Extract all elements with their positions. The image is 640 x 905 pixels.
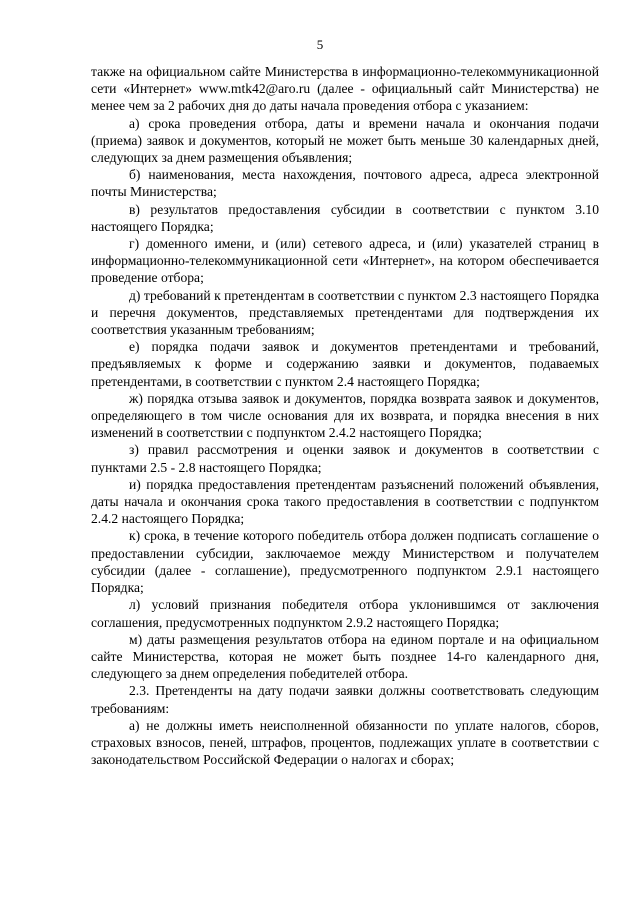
paragraph-item-d: д) требований к претендентам в соответствии с пунктом 2.3 настоящего Порядка и перечня документов, представляемых претендентами для подтверждения их соответствия указанным требованиям; [91,287,599,338]
paragraph-section-2-3: 2.3. Претенденты на дату подачи заявки должны соответствовать следующим требованиям: [91,683,599,716]
paragraph-item-zh: ж) порядка отзыва заявок и документов, порядка возврата заявок и документов, определяющего в том числе основания для их возврата, и порядка внесения в них изменений в соответствии с подпунктом 2.4.2 настоящего Порядка; [91,390,599,441]
paragraph-item-m: м) даты размещения результатов отбора на едином портале и на официальном сайте Министерства, которая не может быть позднее 14-го календарного дня, следующего за днем определения победителей отбора. [91,631,599,682]
paragraph-item-k: к) срока, в течение которого победитель отбора должен подписать соглашение о предоставлении субсидии, заключаемое между Министерством и получателем субсидии (далее - соглашение), предусмотренного подпунктом 2.9.1 настоящего Порядка; [91,528,599,596]
paragraph-item-l: л) условий признания победителя отбора уклонившимся от заключения соглашения, предусмотренных подпунктом 2.9.2 настоящего Порядка; [91,597,599,630]
paragraph-item-v: в) результатов предоставления субсидии в соответствии с пунктом 3.10 настоящего Порядка; [91,201,599,234]
paragraph-intro: также на официальном сайте Министерства в информационно-телекоммуникационной сети «Интернет» www.mtk42@aro.ru (далее - официальный сайт Министерства) не менее чем за 2 рабочих дня до даты начала проведения отбора с указанием: [91,64,599,114]
paragraph-item-a: а) срока проведения отбора, даты и времени начала и окончания подачи (приема) заявок и документов, который не может быть меньше 30 календарных дней, следующих за днем размещения объявления; [91,115,599,166]
paragraph-item-b: б) наименования, места нахождения, почтового адреса, адреса электронной почты Министерства; [91,167,599,200]
paragraph-item-i: и) порядка предоставления претендентам разъяснений положений объявления, даты начала и окончания срока такого предоставления в соответствии с подпунктом 2.4.2 настоящего Порядка; [91,476,599,527]
paragraph-item-g: г) доменного имени, и (или) сетевого адреса, и (или) указателей страниц в информационно-телекоммуникационной сети «Интернет», на котором обеспечивается проведение отбора; [91,236,599,286]
page-number: 5 [316,37,324,52]
paragraph-item-e: е) порядка подачи заявок и документов претендентами и требований, предъявляемых к форме и содержанию заявки и документов, подаваемых претендентами, в соответствии с пунктом 2.4 настоящего Порядка; [91,339,599,389]
document-body [91,63,599,768]
paragraph-requirement-a: а) не должны иметь неисполненной обязанности по уплате налогов, сборов, страховых взносов, пеней, штрафов, процентов, подлежащих уплате в соответствии с законодательством Российской Федерации о налогах и сборах; [91,717,599,768]
paragraph-item-z: з) правил рассмотрения и оценки заявок и документов в соответствии с пунктами 2.5 - 2.8 настоящего Порядка; [91,442,599,475]
